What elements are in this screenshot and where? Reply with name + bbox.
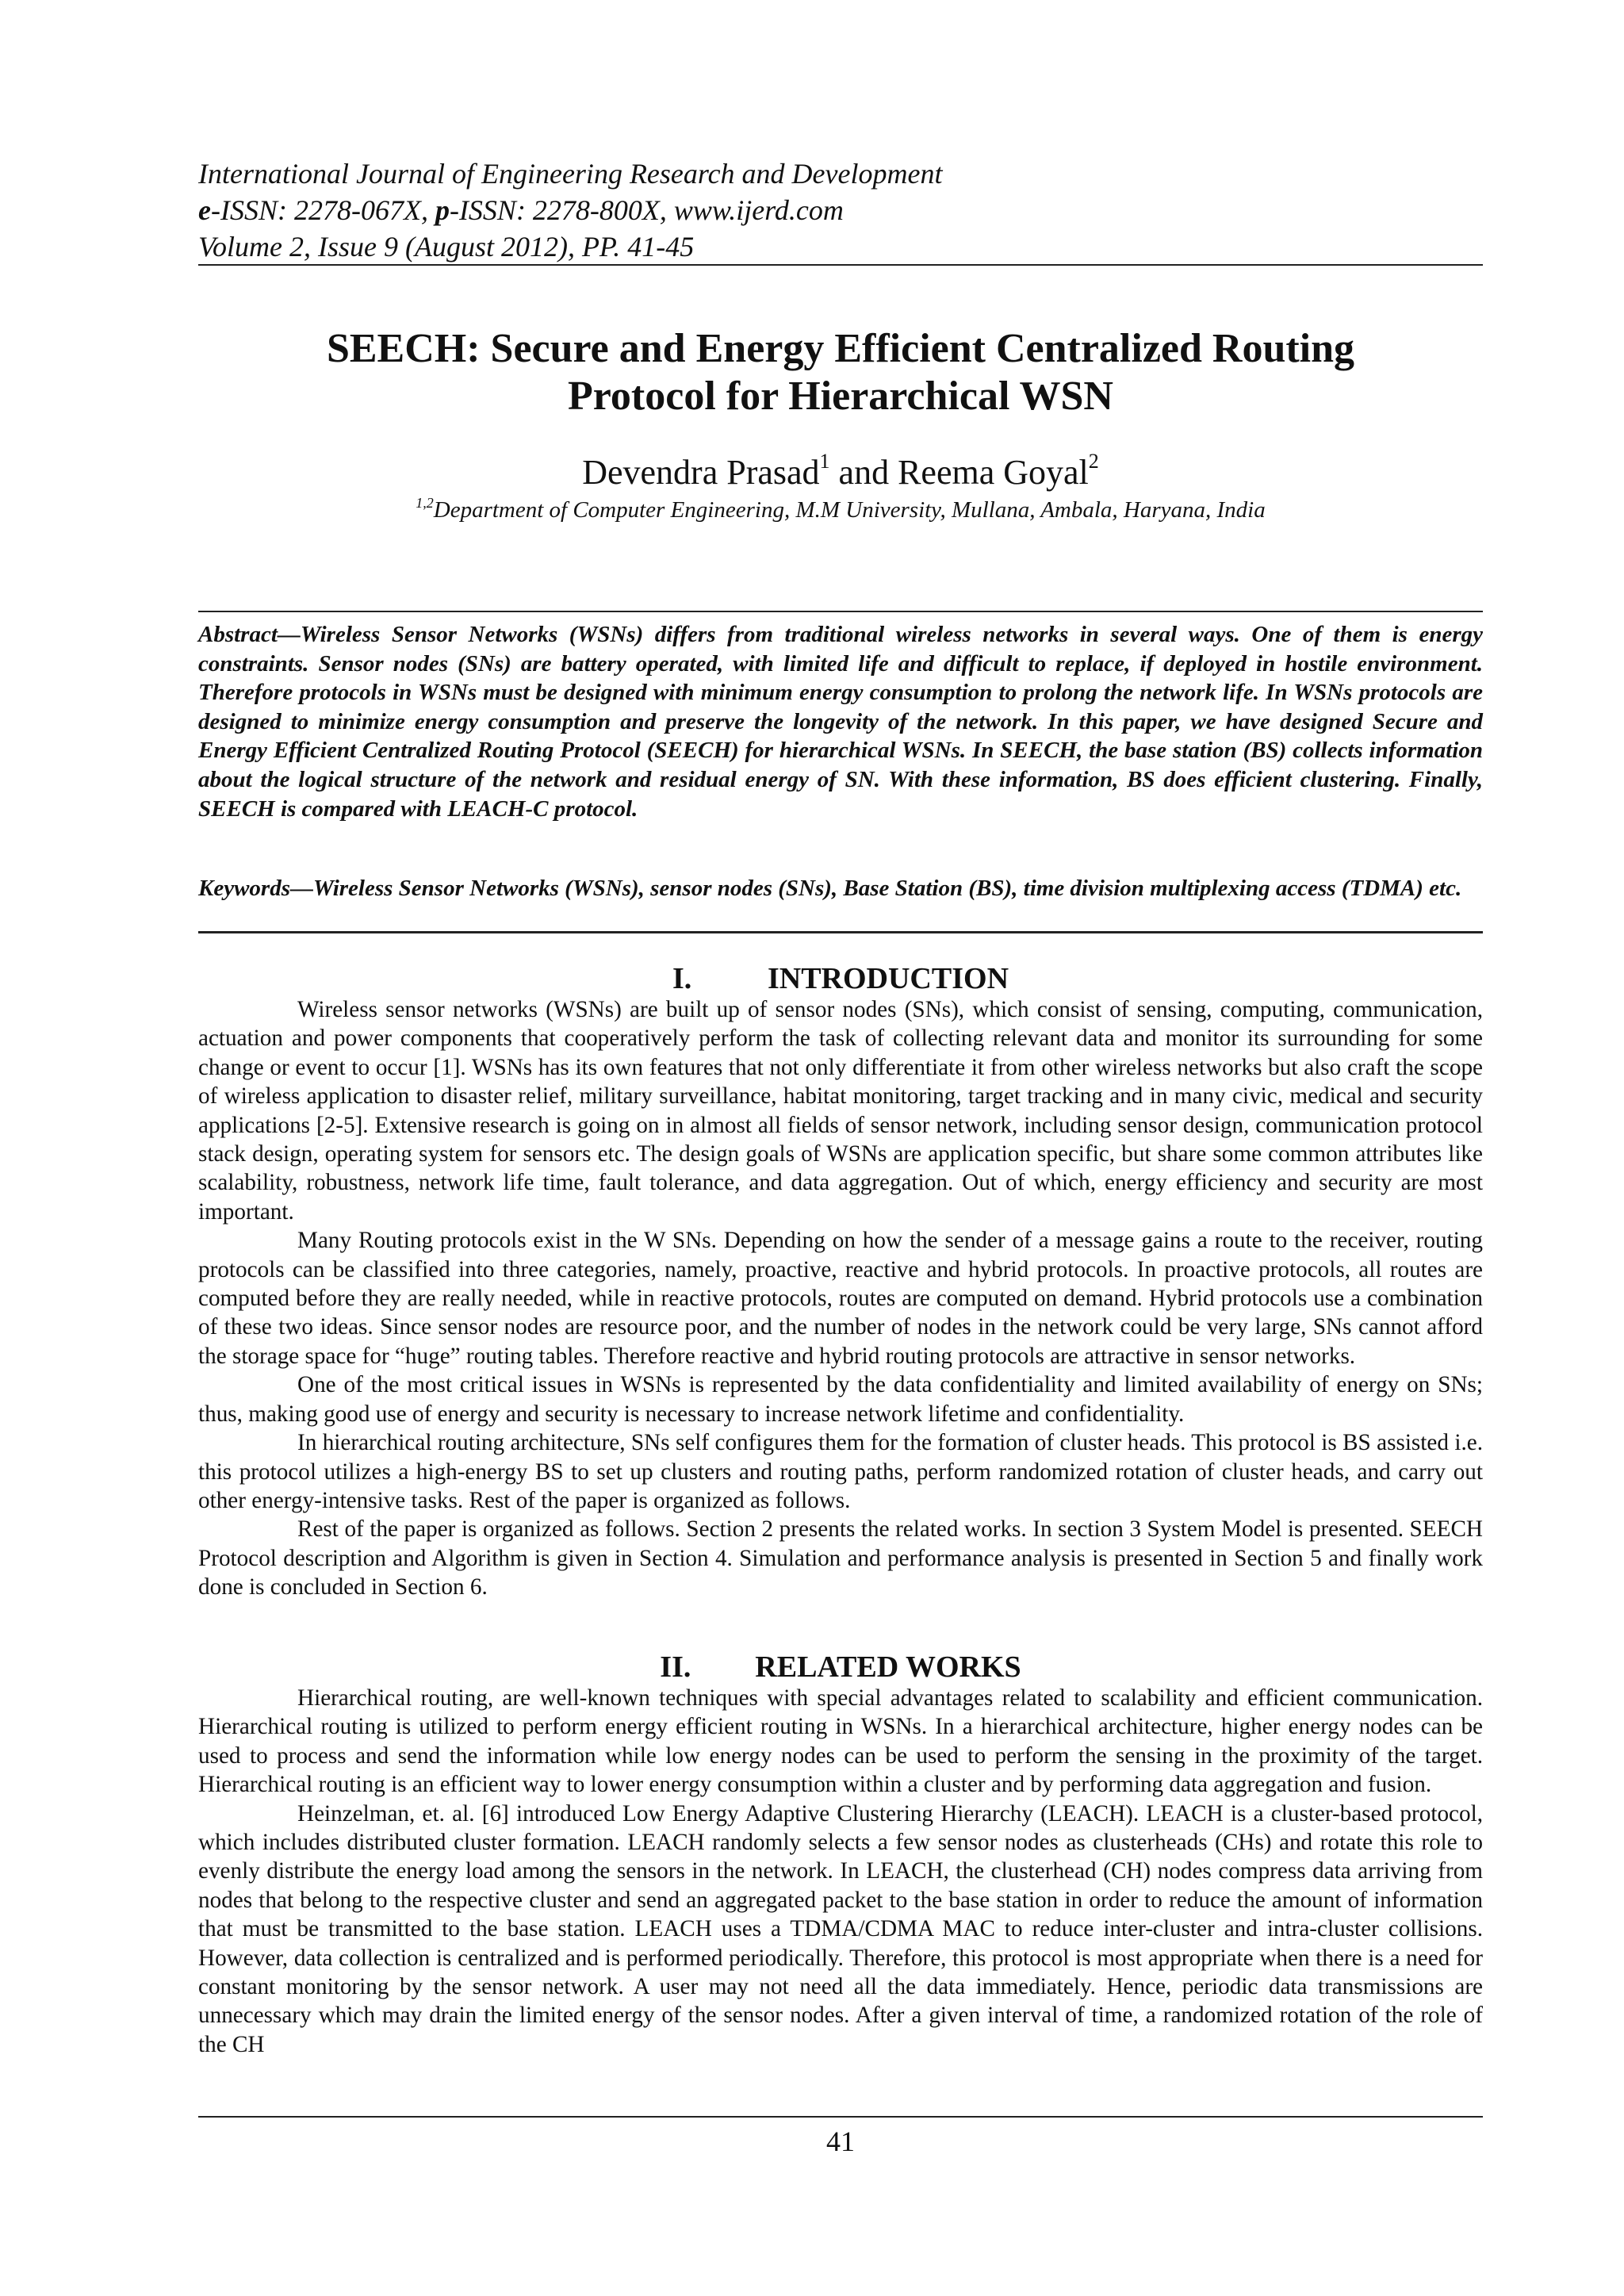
journal-volume: Volume 2, Issue 9 (August 2012), PP. 41-45: [198, 231, 695, 263]
page-number: 41: [826, 2125, 855, 2157]
paragraph: Wireless sensor networks (WSNs) are built up of sensor nodes (SNs), which consist of sensing, computing, communication, actuation and power components that cooperatively perform the task of collecting relevant data and monitor its surrounding for some change or event to occur [1]. WSNs has its own features that not only differentiate it from other wireless networks but also craft the scope of wireless application to disaster relief, military surveillance, habitat monitoring, target tracking and in many civic, medical and security applications [2-5]. Extensive research is going on in almost all fields of sensor network, including sensor design, communication protocol stack design, operating system for sensors etc. The design goals of WSNs are application specific, but share some common attributes like scalability, robustness, network life time, fault tolerance, and data aggregation. Out of which, energy efficiency and security are most important.: [198, 997, 1483, 1225]
footer-rule: [198, 2116, 1483, 2118]
paragraph: Rest of the paper is organized as follows. Section 2 presents the related works. In section 3 System Model is presented. SEECH Protocol description and Algorithm is given in Section 4. Simulation and performance analysis is presented in Section 5 and finally work done is concluded in Section 6.: [198, 1516, 1483, 1600]
journal-header: [198, 155, 1483, 265]
paragraph: Many Routing protocols exist in the W SNs. Depending on how the sender of a message gains a route to the receiver, routing protocols can be classified into three categories, namely, proactive, reactive and hybrid protocols. In proactive protocols, all routes are computed before they are really needed, while in reactive protocols, routes are computed on demand. Hybrid protocols use a combination of these two ideas. Since sensor nodes are resource poor, and the number of nodes in the network could be very large, SNs cannot afford the storage space for “huge” routing tables. Therefore reactive and hybrid routing protocols are attractive in sensor networks.: [198, 1228, 1483, 1369]
journal-issn: e-ISSN: 2278-067X, p-ISSN: 2278-800X, www.ijerd.com: [198, 194, 844, 226]
paragraph: In hierarchical routing architecture, SNs self configures them for the formation of cluster heads. This protocol is BS assisted i.e. this protocol utilizes a high-energy BS to set up clusters and routing paths, perform randomized rotation of cluster heads, and carry out other energy-intensive tasks. Rest of the paper is organized as follows.: [198, 1430, 1483, 1513]
paper-title: SEECH: Secure and Energy Efficient Centralized Routing Protocol for Hierarchical WSN: [326, 326, 1355, 419]
paper-affiliation: $^{1,2}$Department of Computer Engineering, M.M University, Mullana, Ambala, Haryana, India: [416, 495, 1266, 523]
keywords-bottom-rule: [198, 931, 1483, 933]
abstract: Abstract—Wireless Sensor Networks (WSNs) differs from traditional wireless networks in several ways. One of them is energy constraints. Sensor nodes (SNs) are battery operated, with limited life and difficult to replace, if deployed in hostile environment. Therefore protocols in WSNs must be designed with minimum energy consumption to prolong the network life. In WSNs protocols are designed to minimize energy consumption and preserve the longevity of the network. In this paper, we have designed Secure and Energy Efficient Centralized Routing Protocol (SEECH) for hierarchical WSNs. In SEECH, the base station (BS) collects information about the logical structure of the network and residual energy of SN. With these information, BS does efficient clustering. Finally, SEECH is compared with LEACH-C protocol.: [198, 622, 1483, 822]
paragraph: Heinzelman, et. al. [6] introduced Low Energy Adaptive Clustering Hierarchy (LEACH). LEACH is a cluster-based protocol, which includes distributed cluster formation. LEACH randomly selects a few sensor nodes as clusterheads (CHs) and rotate this role to evenly distribute the energy load among the sensors in the network. In LEACH, the clusterhead (CH) nodes compress data arriving from nodes that belong to the respective cluster and send an aggregated packet to the base station in order to reduce the amount of information that must be transmitted to the base station. LEACH uses a TDMA/CDMA MAC to reduce inter-cluster and intra-cluster collisions. However, data collection is centralized and is performed periodically. Therefore, this protocol is most appropriate when there is a need for constant monitoring by the sensor network. A user may not need all the data immediately. Hence, periodic data transmissions are unnecessary which may drain the limited energy of the sensor nodes. After a given interval of time, a randomized rotation of the role of the CH: [198, 1800, 1483, 2057]
paragraph: Hierarchical routing, are well-known techniques with special advantages related to scalability and efficient communication. Hierarchical routing is utilized to perform energy efficient routing in WSNs. In a hierarchical architecture, higher energy nodes can be used to process and send the information while low energy nodes can be used to perform the sensing in the proximity of the target. Hierarchical routing is an efficient way to lower energy consumption within a cluster and by performing data aggregation and fusion.: [198, 1685, 1483, 1798]
keywords: Keywords—Wireless Sensor Networks (WSNs), sensor nodes (SNs), Base Station (BS), time division multiplexing access (TDMA) etc.: [198, 876, 1462, 901]
paper-authors: Devendra Prasad$^1$ and Reema Goyal$^2$: [582, 450, 1099, 492]
section-heading-introduction: I. INTRODUCTION: [672, 962, 1009, 995]
section-heading-related-works: II. RELATED WORKS: [660, 1650, 1021, 1684]
journal-name: International Journal of Engineering Research and Development: [198, 158, 943, 190]
paragraph: One of the most critical issues in WSNs is represented by the data confidentiality and limited availability of energy on SNs; thus, making good use of energy and security is necessary to increase network lifetime and confidentiality.: [198, 1372, 1483, 1427]
section-body-related-works: [198, 1684, 1483, 2059]
section-body-introduction: [198, 995, 1483, 1602]
header-rule: [198, 264, 1483, 266]
abstract-top-rule: [198, 611, 1483, 612]
